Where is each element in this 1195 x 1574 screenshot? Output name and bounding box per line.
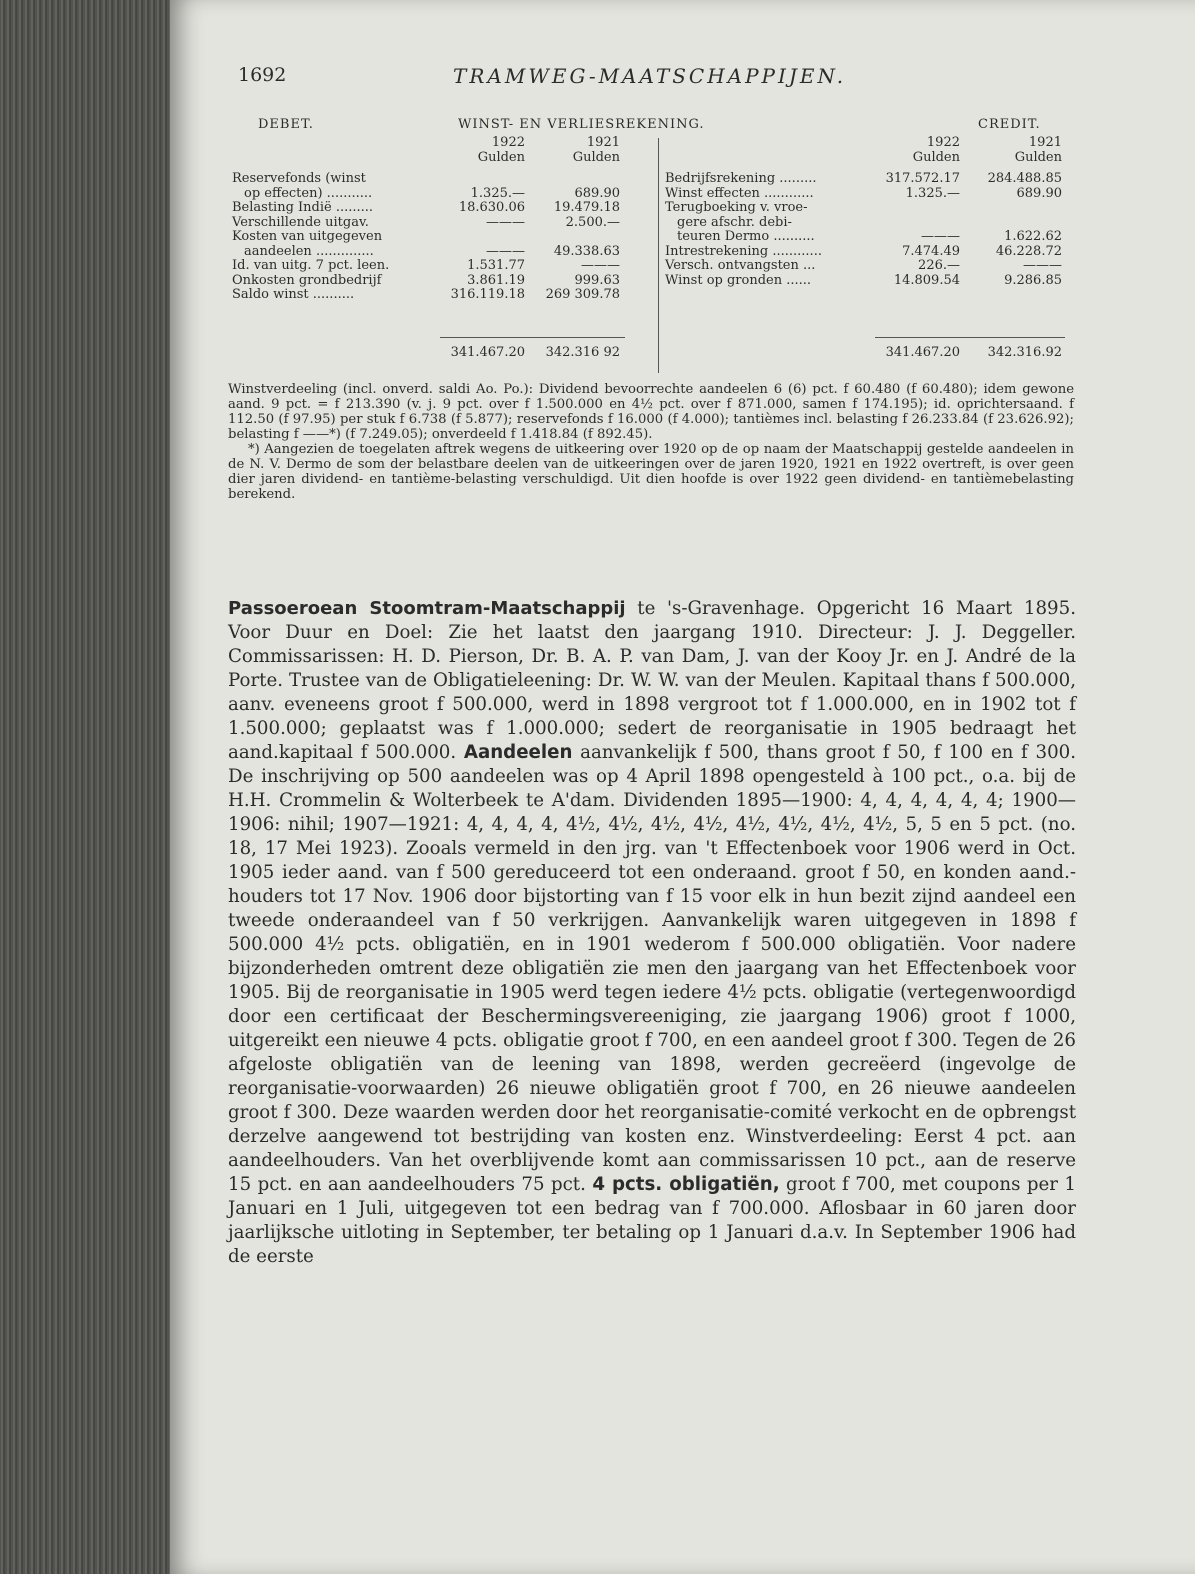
debet-values-1922: 1.325.— 18.630.06 ——— ——— 1.531.77 3.861.19 316.119.18 — [450, 185, 525, 302]
debet-total-rule — [440, 337, 625, 338]
debet-label: DEBET. — [258, 117, 314, 132]
running-header — [238, 64, 1138, 94]
credit-total-1921: 342.316.92 — [987, 345, 1062, 360]
debet-row-label: op effecten) ........... — [244, 185, 373, 201]
debet-col-1922-header: 1922 Gulden — [477, 135, 525, 165]
debet-col-1921-header: 1921 Gulden — [572, 135, 620, 165]
credit-col-1922-header: 1922 Gulden — [912, 135, 960, 165]
debet-row-label: Kosten van uitgegeven — [232, 229, 383, 244]
credit-labels — [665, 172, 865, 288]
profit-distribution-note: Winstverdeeling (incl. onverd. saldi Ao. Po.): Dividend bevoorrechte aandeelen 6 (6) pct. f 60.480 (f 60.480); idem gewone aand. 9 pct. = f 213.390 (v. j. 9 pct. over f 1.500.000 en 4½ pct. over f 871.000, samen f 174.195); id. oprichtersaand. f 112.50 (f 97.95) per stuk f 6.738 (f 5.877); reservefonds f 16.000 (f 4.000); tantièmes incl. belasting f 26.233.84 (f 23.626.92); belasting f ——*) (f 7.249.05); onverdeeld f 1.418.84 (f 892.45). — [228, 382, 1074, 442]
debet-row-label: Verschillende uitgav. — [232, 214, 369, 230]
credit-total-rule — [875, 337, 1065, 338]
book-page-edges — [0, 0, 175, 1574]
account-divider — [658, 138, 659, 373]
debet-row-label: Onkosten grondbedrijf — [232, 272, 382, 288]
account-notes — [228, 382, 1074, 502]
credit-row-label: Versch. ontvangsten ... — [665, 258, 816, 273]
credit-row-label: teuren Dermo .......... — [677, 229, 815, 244]
entry-text-3: groot f 700, met coupons per 1 Januari en 1 Juli, uitgegeven tot een bedrag van f 700.000. Aflosbaar in 60 jaren door jaarlijksche uitloting in September, ter betaling op 1 Januari d.a.v. In September 1906 had de eerste — [228, 1174, 1076, 1267]
credit-row-label: Intrestrekening ............ — [665, 243, 822, 259]
credit-row-label: Bedrijfsrekening ......... — [665, 171, 817, 186]
debet-row-label: Reservefonds (winst — [232, 171, 366, 186]
footnote: *) Aangezien de toegelaten aftrek wegens de uitkeering over 1920 op de op naam der Maatschappij gestelde aandeelen in de N. V. Dermo de som der belastbare deelen van de uitkeeringen over de jaren 1920, 1921 en 1922 overtreft, is over geen dier jaren dividend- en tantième-belasting verschuldigd. Uit dien hoofde is over 1922 geen dividend- en tantièmebelasting berekend. — [228, 442, 1074, 502]
debet-total-1922: 341.467.20 — [450, 345, 525, 360]
debet-total-1921: 342.316 92 — [545, 345, 620, 360]
running-title: TRAMWEG-MAATSCHAPPIJEN. — [453, 64, 847, 88]
aandeelen-heading: Aandeelen — [463, 742, 573, 763]
document-page — [170, 0, 1195, 1574]
credit-row-label: Terugboeking v. vroe- — [665, 200, 808, 215]
credit-row-label: Winst effecten ............ — [665, 185, 814, 201]
obligatien-heading: 4 pcts. obligatiën, — [592, 1174, 780, 1195]
debet-row-label: Saldo winst .......... — [232, 287, 355, 302]
page-number: 1692 — [238, 64, 287, 86]
account-title: WINST- EN VERLIESREKENING. — [458, 117, 705, 132]
profit-loss-account — [230, 118, 1080, 368]
credit-total-1922: 341.467.20 — [885, 345, 960, 360]
debet-row-label: Belasting Indië ......... — [232, 200, 374, 215]
entry-text-2: aanvankelijk f 500, thans groot f 50, f 100 en f 300. De inschrijving op 500 aandeelen was op 4 April 1898 opengesteld à 100 pct., o.a. bij de H.H. Crommelin & Wolterbeek te A'dam. Dividenden 1895—1900: 4, 4, 4, 4, 4, 4; 1900—1906: nihil; 1907—1921: 4, 4, 4, 4, 4½, 4½, 4½, 4½, 4½, 4½, 4½, 4½, 5, 5 en 5 pct. (no. 18, 17 Mei 1923). Zooals vermeld in den jrg. van 't Effectenboek voor 1906 werd in Oct. 1905 ieder aand. van f 500 gereduceerd tot een onderaand. groot f 50, en konden aand.-houders tot 17 Nov. 1906 door bijstorting van f 15 voor elk in hun bezit zijnd aandeel een tweede onderaandeel van f 50 verkrijgen. Aanvankelijk waren uitgegeven in 1898 f 500.000 4½ pcts. obligatiën, en in 1901 wederom f 500.000 obligatiën. Voor nadere bijzonderheden omtrent deze obligatiën zie men den jaargang van het Effectenboek voor 1905. Bij de reorganisatie in 1905 werd tegen iedere 4½ pcts. obligatie (vertegenwoordigd door een certificaat der Beschermingsvereeniging, zie jaargang 1906) groot f 1000, uitgereikt een nieuwe 4 pcts. obligatie groot f 700, en een aandeel groot f 300. Tegen de 26 afgeloste obligatiën van de leening van 1898, werden gecreëerd (ingevolge de reorganisatie-voorwaarden) 26 nieuwe obligatiën groot f 700, en 26 nieuwe aandeelen groot f 300. Deze waarden werden door het reorganisatie-comité verkocht en de opbrengst derzelve aangewend tot bestrijding van kosten enz. Winstverdeeling: Eerst 4 pct. aan aandeelhouders. Van het overblijvende komt aan commissarissen 10 pct., aan de reserve 15 pct. en aan aandeelhouders 75 pct. — [228, 742, 1076, 1195]
credit-row-label: gere afschr. debi- — [677, 214, 792, 230]
credit-values-1921: 284.488.85 689.90 1.622.62 46.228.72 ——— 9.286.85 — [987, 171, 1062, 288]
debet-row-label: Id. van uitg. 7 pct. leen. — [232, 258, 390, 273]
debet-row-label: aandeelen .............. — [244, 243, 374, 259]
credit-col-1921-header: 1921 Gulden — [1014, 135, 1062, 165]
company-entry — [228, 597, 1076, 1269]
debet-values-1921: 689.90 19.479.18 2.500.— 49.338.63 ——— 999.63 269 309.78 — [545, 185, 620, 302]
credit-values-1922: 317.572.17 1.325.— ——— 7.474.49 226.— 14.809.54 — [885, 171, 960, 288]
company-name: Passoeroean Stoomtram-Maatschappij — [228, 598, 626, 619]
entry-text-1: te 's-Gravenhage. Opgericht 16 Maart 1895. Voor Duur en Doel: Zie het laatst den jaargang 1910. Directeur: J. J. Deggeller. Commissarissen: H. D. Pierson, Dr. B. A. P. van Dam, J. van der Kooy Jr. en J. André de la Porte. Trustee van de Obligatieleening: Dr. W. W. van der Meulen. Kapitaal thans f 500.000, aanv. eveneens groot f 500.000, werd in 1898 vergroot tot f 1.000.000, en in 1902 tot f 1.500.000; geplaatst was f 1.000.000; sedert de reorganisatie in 1905 bedraagt het aand.kapitaal f 500.000. — [228, 598, 1076, 763]
debet-labels — [232, 172, 447, 303]
credit-label: CREDIT. — [978, 117, 1041, 132]
credit-row-label: Winst op gronden ...... — [665, 272, 812, 288]
